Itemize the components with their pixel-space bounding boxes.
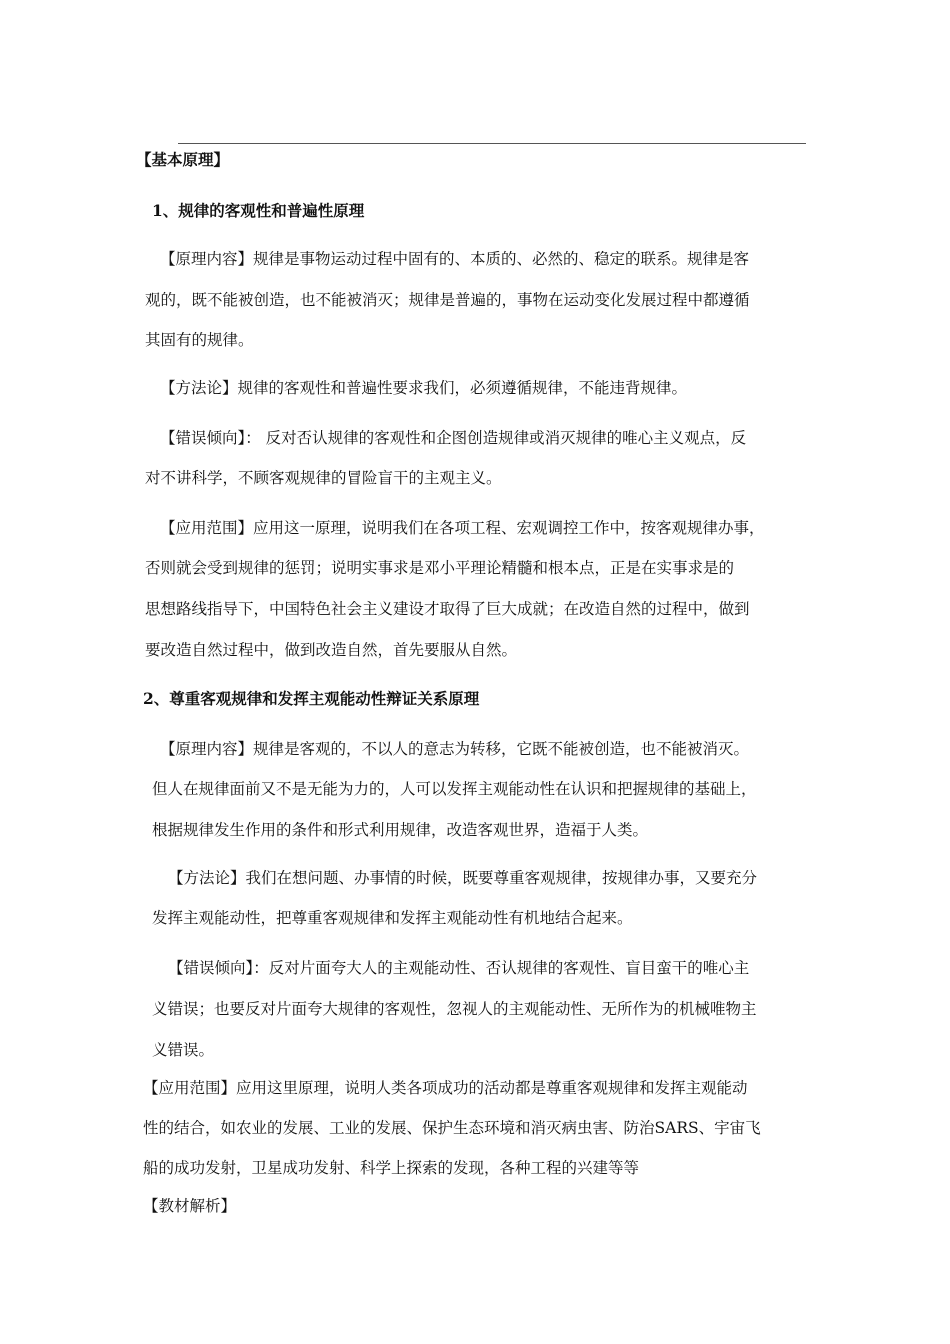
section1-application-line: 要改造自然过程中，做到改造自然，首先要服从自然。	[145, 641, 518, 659]
section2-errors-line: 义错误；也要反对片面夸大规律的客观性，忽视人的主观能动性、无所作为的机械唯物主	[152, 1000, 757, 1018]
heading-basic-principles: 【基本原理】	[136, 150, 230, 169]
section2-application-line: 【应用范围】应用这里原理，说明人类各项成功的活动都是尊重客观规律和发挥主观能动	[143, 1079, 748, 1097]
section1-content-line: 其固有的规律。	[145, 331, 254, 349]
section2-application-line: 船的成功发射，卫星成功发射、科学上探索的发现，各种工程的兴建等等	[143, 1159, 640, 1177]
section1-application-line: 否则就会受到规律的惩罚；说明实事求是邓小平理论精髓和根本点，正是在实事求是的	[145, 559, 735, 577]
section1-application-line: 思想路线指导下，中国特色社会主义建设才取得了巨大成就；在改造自然的过程中，做到	[145, 600, 750, 618]
section2-errors-line: 义错误。	[152, 1041, 215, 1059]
section2-content-line: 【原理内容】规律是客观的，不以人的意志为转移，它既不能被创造，也不能被消灭。	[160, 740, 750, 758]
header-rule	[178, 143, 806, 144]
section1-errors-line: 【错误倾向】： 反对否认规律的客观性和企图创造规律或消灭规律的唯心主义观点，反	[160, 429, 747, 447]
section1-content-line: 【原理内容】规律是事物运动过程中固有的、本质的、必然的、稳定的联系。规律是客	[160, 250, 750, 268]
section2-errors-line: 【错误倾向】：反对片面夸大人的主观能动性、否认规律的客观性、盲目蛮干的唯心主	[168, 959, 750, 977]
section2-method-line: 【方法论】我们在想问题、办事情的时候，既要尊重客观规律，按规律办事，又要充分	[168, 869, 758, 887]
section2-application-line: 性的结合，如农业的发展、工业的发展、保护生态环境和消灭病虫害、防治SARS、宇宙飞	[143, 1119, 761, 1137]
section2-content-line: 根据规律发生作用的条件和形式利用规律，改造客观世界，造福于人类。	[152, 821, 649, 839]
section2-method-line: 发挥主观能动性，把尊重客观规律和发挥主观能动性有机地结合起来。	[152, 909, 633, 927]
section1-title: 1、规律的客观性和普遍性原理	[152, 201, 365, 220]
section1-content-line: 观的，既不能被创造，也不能被消灭；规律是普遍的，事物在运动变化发展过程中都遵循	[145, 291, 750, 309]
heading-textbook-analysis: 【教材解析】	[143, 1197, 237, 1215]
section2-title: 2、尊重客观规律和发挥主观能动性辩证关系原理	[143, 689, 480, 708]
section1-method-line: 【方法论】规律的客观性和普遍性要求我们，必须遵循规律，不能违背规律。	[160, 379, 688, 397]
section1-application-line: 【应用范围】应用这一原理，说明我们在各项工程、宏观调控工作中，按客观规律办事，	[160, 519, 765, 537]
section2-content-line: 但人在规律面前又不是无能为力的，人可以发挥主观能动性在认识和把握规律的基础上，	[152, 780, 757, 798]
section1-errors-line: 对不讲科学，不顾客观规律的冒险盲干的主观主义。	[145, 469, 502, 487]
